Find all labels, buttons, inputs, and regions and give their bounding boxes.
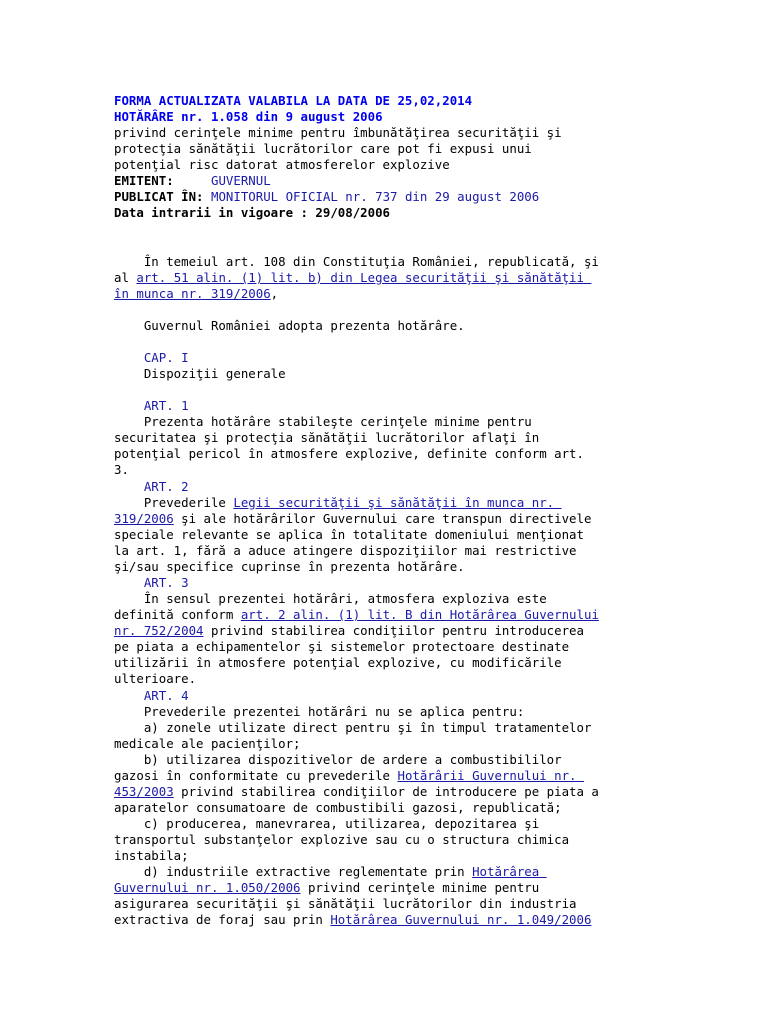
- article-text-line: [114, 784, 599, 800]
- article-text-line: pe piata a echipamentelor şi sistemelor protectoare destinate: [114, 639, 570, 654]
- publicat-label: PUBLICAT ÎN:: [114, 189, 204, 204]
- hg-1050-2006-link[interactable]: Hotărârea: [472, 864, 547, 879]
- hg-752-2004-link[interactable]: art. 2 alin. (1) lit. B din Hotărârea Guvernului: [240, 607, 599, 622]
- effective-date: Data intrarii in vigoare : 29/08/2006: [114, 205, 391, 220]
- article-text-line: a) zonele utilizate direct pentru şi în timpul tratamentelor: [114, 720, 592, 735]
- article-text: definită conform: [114, 607, 241, 622]
- emitent-row: [114, 173, 271, 189]
- law-319-2006-link[interactable]: 319/2006: [114, 511, 174, 526]
- article-text: şi ale hotărârilor Guvernului care transpun directivele: [173, 511, 592, 526]
- hg-752-2004-link[interactable]: nr. 752/2004: [114, 623, 204, 638]
- article-text-line: [114, 607, 599, 623]
- hg-1050-2006-link[interactable]: Guvernului nr. 1.050/2006: [114, 880, 301, 895]
- chapter-heading: CAP. I: [114, 350, 189, 365]
- document-subject-line: privind cerinţele minime pentru îmbunătăţirea securităţii şi: [114, 125, 562, 140]
- article-text-line: transportul substanţelor explozive sau cu o structura chimica: [114, 832, 570, 847]
- adoption-statement: Guvernul României adopta prezenta hotărâre.: [114, 318, 465, 333]
- publicat-row: [114, 189, 539, 205]
- article-text-line: În sensul prezentei hotărâri, atmosfera exploziva este: [114, 591, 547, 606]
- document-subject-line: potenţial risc datorat atmosferelor explozive: [114, 157, 450, 172]
- article-text: Prevederile: [114, 495, 234, 510]
- document-version-title: FORMA ACTUALIZATA VALABILA LA DATA DE 25,02,2014: [114, 93, 473, 108]
- hg-453-2003-link[interactable]: Hotărârii Guvernului nr.: [397, 768, 584, 783]
- preamble-line: În temeiul art. 108 din Constituţia României, republicată, şi: [114, 254, 599, 269]
- article-text-line: instabila;: [114, 848, 189, 863]
- article-text-line: medicale ale pacienţilor;: [114, 736, 301, 751]
- article-text-line: ulterioare.: [114, 671, 197, 686]
- chapter-subtitle: Dispoziţii generale: [114, 366, 286, 381]
- article-text-line: speciale relevante se aplica în totalitate domeniului menţionat: [114, 527, 584, 542]
- document-subject-line: protecţia sănătăţii lucrătorilor care pot fi expusi unui: [114, 141, 532, 156]
- article-text-line: [114, 623, 584, 639]
- hg-1049-2006-link[interactable]: Hotărârea Guvernului nr. 1.049/2006: [330, 912, 592, 927]
- emitent-label: EMITENT:: [114, 173, 174, 188]
- article-text-line: potenţial pericol în atmosfere explozive, definite conform art.: [114, 446, 584, 461]
- article-text-line: şi/sau specifice cuprinse în prezenta hotărâre.: [114, 559, 465, 574]
- preamble-line: [114, 270, 591, 286]
- law-319-2006-link[interactable]: art. 51 alin. (1) lit. b) din Legea securităţii şi sănătăţii: [136, 270, 592, 285]
- article-text-line: aparatelor consumatoare de combustibili gazosi, republicată;: [114, 800, 562, 815]
- article-text-line: 3.: [114, 462, 129, 477]
- article-text: privind stabilirea condiţiilor pentru introducerea: [203, 623, 584, 638]
- article-text: d) industriile extractive reglementate prin: [114, 864, 473, 879]
- article-text: extractiva de foraj sau prin: [114, 912, 331, 927]
- article-text-line: [114, 768, 584, 784]
- preamble-line: [114, 286, 278, 302]
- hg-453-2003-link[interactable]: 453/2003: [114, 784, 174, 799]
- article-text-line: asigurarea securităţii şi sănătăţii lucrătorilor din industria: [114, 896, 577, 911]
- article-heading: ART. 2: [114, 479, 189, 494]
- article-text: gazosi în conformitate cu prevederile: [114, 768, 398, 783]
- publicat-value: MONITORUL OFICIAL nr. 737 din 29 august 2006: [211, 189, 540, 204]
- article-text-line: la art. 1, fără a aduce atingere dispoziţiilor mai restrictive: [114, 543, 577, 558]
- document-title: HOTĂRÂRE nr. 1.058 din 9 august 2006: [114, 109, 383, 124]
- preamble-text: al: [114, 270, 137, 285]
- article-text-line: c) producerea, manevrarea, utilizarea, depozitarea şi: [114, 816, 540, 831]
- preamble-text: ,: [270, 286, 279, 301]
- article-text-line: b) utilizarea dispozitivelor de ardere a combustibililor: [114, 752, 562, 767]
- article-text: privind cerinţele minime pentru: [300, 880, 540, 895]
- article-heading: ART. 4: [114, 688, 189, 703]
- article-text-line: [114, 912, 591, 928]
- law-319-2006-link[interactable]: în munca nr. 319/2006: [114, 286, 271, 301]
- article-heading: ART. 1: [114, 398, 189, 413]
- article-text-line: [114, 511, 591, 527]
- article-text-line: utilizării în atmosfere potenţial explozive, cu modificările: [114, 655, 562, 670]
- article-text: privind stabilirea condiţiilor de introducere pe piata a: [173, 784, 599, 799]
- emitent-value: GUVERNUL: [211, 173, 271, 188]
- article-heading: ART. 3: [114, 575, 189, 590]
- article-text-line: [114, 880, 539, 896]
- article-text-line: Prevederile prezentei hotărâri nu se aplica pentru:: [114, 704, 525, 719]
- law-319-2006-link[interactable]: Legii securităţii şi sănătăţii în munca nr.: [233, 495, 562, 510]
- article-text-line: [114, 864, 547, 880]
- article-text-line: [114, 495, 562, 511]
- article-text-line: securitatea şi protecţia sănătăţii lucrătorilor aflaţi în: [114, 430, 540, 445]
- article-text-line: Prezenta hotărâre stabileşte cerinţele minime pentru: [114, 414, 532, 429]
